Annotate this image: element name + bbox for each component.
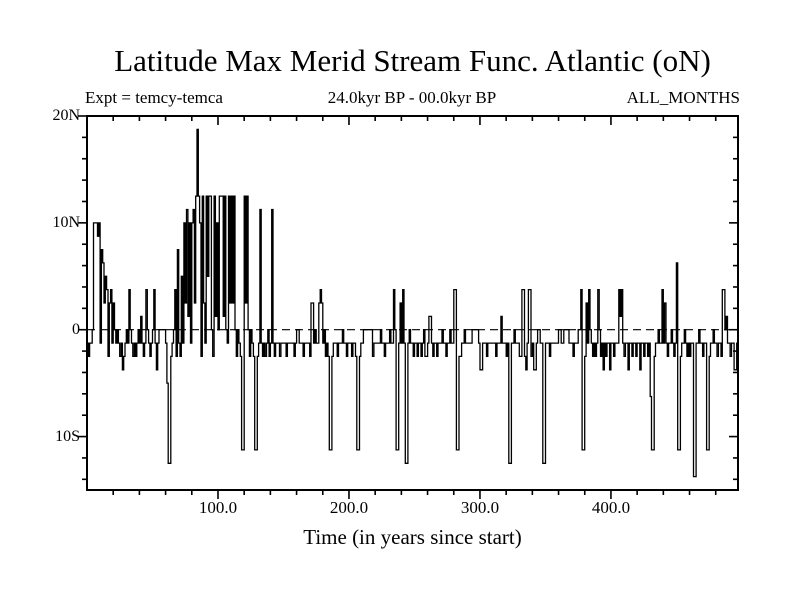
y-tick-label: 0 [72,320,80,338]
x-tick-label: 200.0 [329,498,369,517]
x-axis-title: Time (in years since start) [303,525,522,549]
time-range-label: 24.0kyr BP - 00.0kyr BP [327,88,497,107]
y-tick-label: 10N [52,213,80,231]
experiment-label: Expt = temcy-temca [85,88,223,107]
data-series-line [87,129,738,476]
x-tick-label: 300.0 [460,498,500,517]
months-label: ALL_MONTHS [626,88,740,107]
y-tick-label: 20N [52,107,80,124]
x-tick-label: 100.0 [198,498,238,517]
x-tick-label: 400.0 [591,498,631,517]
chart-title: Latitude Max Merid Stream Func. Atlantic (oN) [114,43,711,78]
y-tick-label: 10S [55,427,80,445]
